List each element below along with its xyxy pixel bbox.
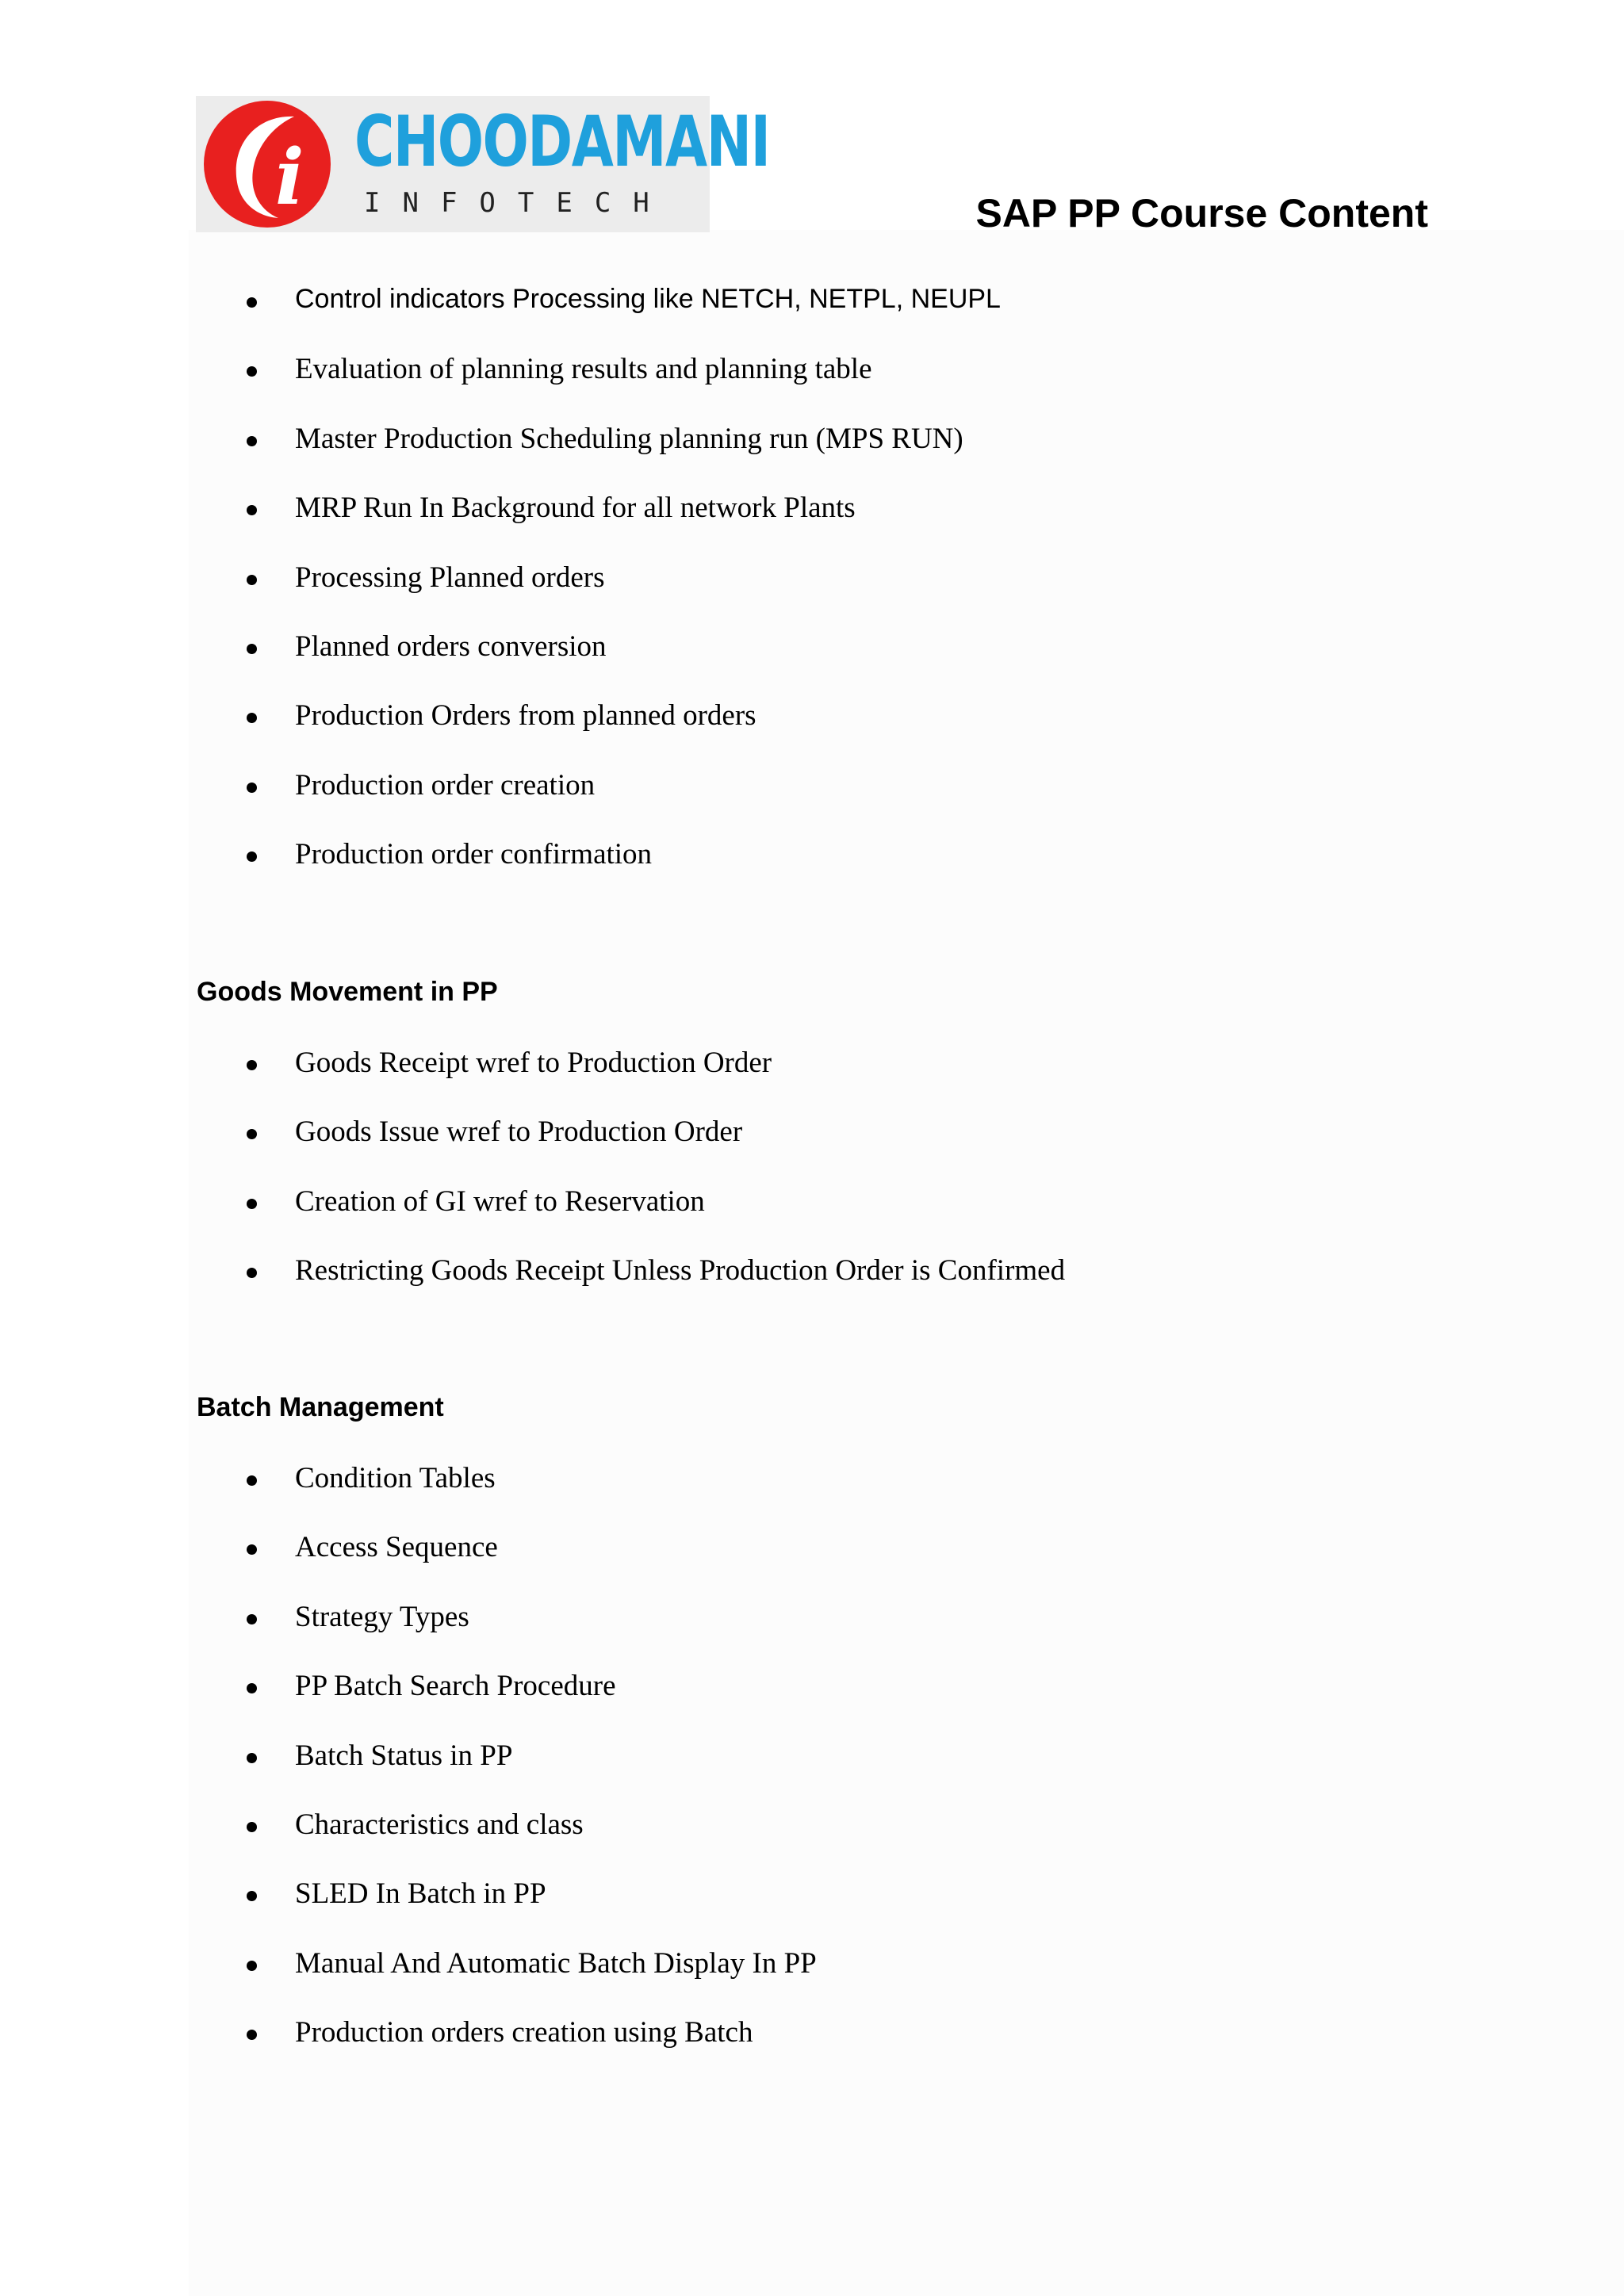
bullet-icon [247, 644, 257, 654]
list-item-text: Strategy Types [295, 1600, 469, 1633]
bullet-icon [247, 297, 257, 308]
list-item-text: Characteristics and class [295, 1808, 584, 1841]
bullet-icon [247, 1822, 257, 1832]
list-item-text: PP Batch Search Procedure [295, 1670, 616, 1703]
company-logo [196, 96, 770, 232]
list-item-text: Planned orders conversion [295, 629, 607, 663]
list-item-text: Production order creation [295, 768, 596, 802]
list-item-text: Creation of GI wref to Reservation [295, 1184, 705, 1218]
list-item-text: Goods Receipt wref to Production Order [295, 1047, 772, 1079]
bullet-icon [247, 1961, 257, 1971]
list-item-text: Condition Tables [295, 1462, 496, 1494]
list-item-text: MRP Run In Background for all network Plants [295, 492, 856, 525]
section-heading-batch-management: Batch Management [197, 1392, 444, 1422]
section-heading-goods-movement: Goods Movement in PP [197, 977, 498, 1007]
bullet-icon [247, 1614, 257, 1624]
svg-text:i: i [275, 132, 304, 222]
list-item-text: Processing Planned orders [295, 561, 605, 594]
list-item-text: Production order confirmation [295, 838, 653, 871]
bullet-icon [247, 575, 257, 585]
bullet-icon [247, 1753, 257, 1763]
logo-tagline: INFOTECH [364, 187, 672, 219]
list-item-text: Access Sequence [295, 1531, 498, 1564]
list-item-text: Goods Issue wref to Production Order [295, 1115, 743, 1149]
list-item-text: Restricting Goods Receipt Unless Production Order is Confirmed [295, 1254, 1066, 1288]
list-item-text: Production Orders from planned orders [295, 699, 756, 733]
document-title: SAP PP Course Content [975, 191, 1428, 235]
list-item-text: Manual And Automatic Batch Display In PP [295, 1946, 817, 1980]
list-item-text: Production orders creation using Batch [295, 2016, 753, 2049]
list-item-text: SLED In Batch in PP [295, 1877, 546, 1911]
bullet-icon [247, 1060, 257, 1070]
list-item-text: Control indicators Processing like NETCH, NETPL, NEUPL [295, 284, 1001, 314]
logo-mark-icon [199, 99, 338, 229]
bullet-icon [247, 783, 257, 793]
bullet-icon [247, 1475, 257, 1486]
bullet-icon [247, 436, 257, 446]
list-item-text: Master Production Scheduling planning run (MPS RUN) [295, 422, 963, 455]
logo-name: CHOODAMANI [354, 101, 770, 182]
list-item-text: Evaluation of planning results and planning table [295, 353, 872, 386]
bullet-icon [247, 1199, 257, 1209]
list-item-text: Batch Status in PP [295, 1739, 513, 1772]
